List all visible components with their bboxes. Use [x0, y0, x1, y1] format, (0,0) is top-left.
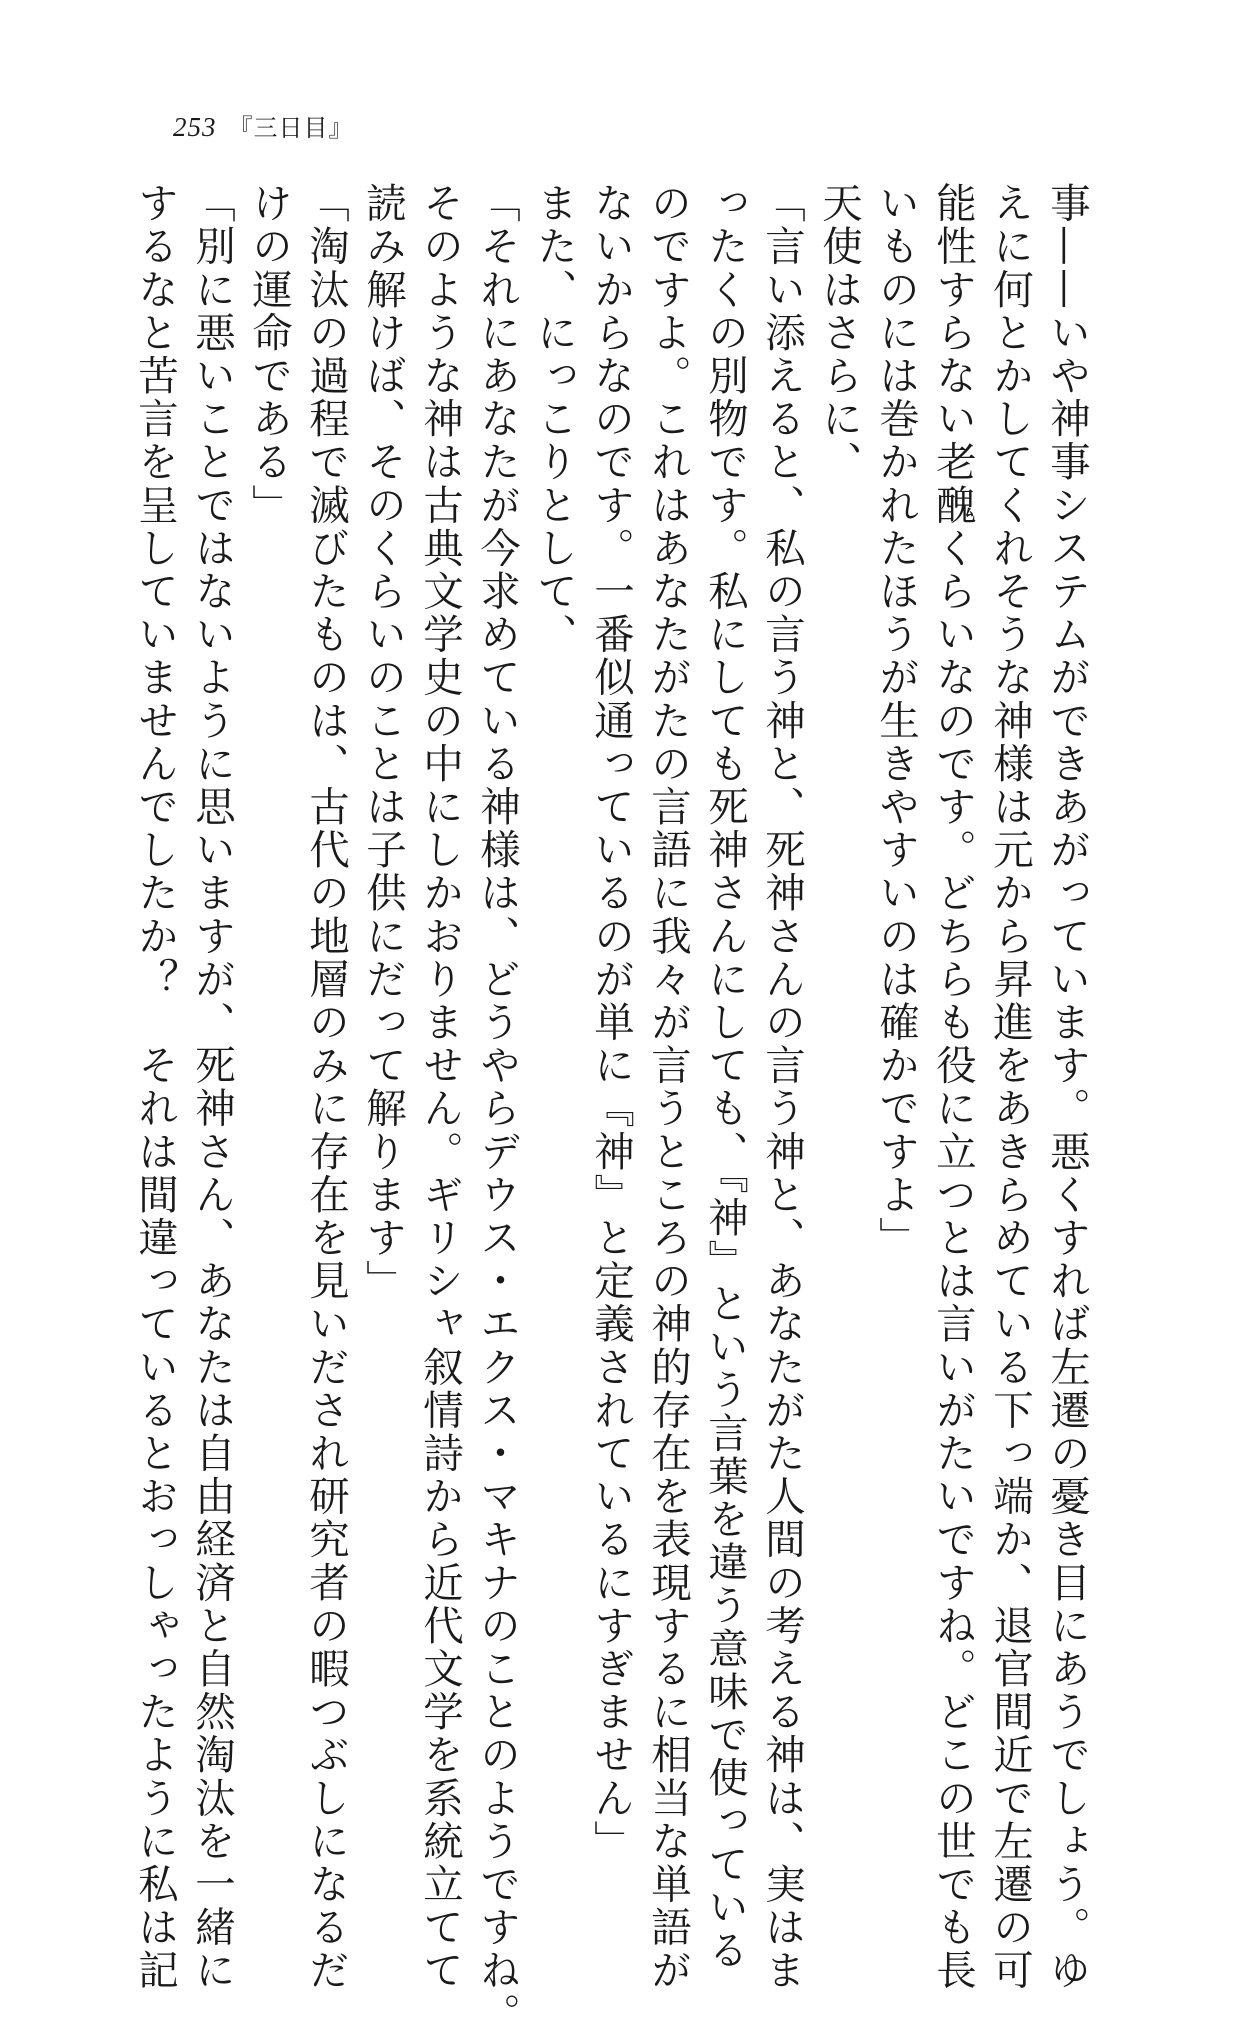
text-line: そのような神は古典文学史の中にしかおりません。ギリシャ叙情詩から近代文学を系統立てて — [416, 182, 464, 1993]
text-line: 能性すらない老醜くらいなのです。どちらも役に立つとは言いがたいですね。どこの世でも長 — [929, 182, 977, 1993]
text-line: ったくの別物です。私にしても死神さんにしても、『神』という言葉を違う意味で使っている — [701, 182, 749, 1972]
text-line: 読み解けば、そのくらいのことは子供にだって解ります」 — [359, 182, 407, 1303]
text-line: えに何とかしてくれそうな神様は元から昇進をあきらめている下っ端か、退官間近で左遷の可 — [986, 182, 1034, 1993]
text-line: のですよ。これはあなたがたの言語に我々が言うところの神的存在を表現するに相当な単語が — [644, 182, 692, 1993]
text-line: けの運命である」 — [245, 182, 293, 527]
text-line: 天使はさらに、 — [815, 182, 863, 484]
page-number: 253 — [173, 112, 217, 142]
text-line: 「言い添えると、私の言う神と、死神さんの言う神と、あなたがた人間の考える神は、実はま — [758, 182, 806, 1993]
text-line: 「別に悪いことではないように思いますが、死神さん、あなたは自由経済と自然淘汰を一緒に — [188, 182, 236, 1993]
text-line: 「それにあなたが今求めている神様は、どうやらデウス・エクス・マキナのことのようですね。 — [473, 182, 521, 2035]
page-header — [173, 108, 354, 143]
text-line: 事——いや神事システムができあがっています。悪くすれば左遷の憂き目にあうでしょう。ゆ — [1043, 182, 1091, 1993]
text-line: ないからなのです。一番似通っているのが単に『神』と定義されているにすぎません」 — [587, 182, 635, 1863]
text-line: するなと苦言を呈していませんでしたか？ それは間違っているとおっしゃったように私は記 — [131, 182, 179, 1993]
text-line: 「淘汰の過程で滅びたものは、古代の地層のみに存在を見いだされ研究者の暇つぶしになるだ — [302, 182, 350, 1993]
text-line: いものには巻かれたほうが生きやすいのは確かですよ」 — [872, 182, 920, 1260]
text-line: また、にっこりとして、 — [530, 182, 578, 657]
body-text — [131, 182, 1095, 2035]
chapter-title: 『三日目』 — [228, 114, 354, 142]
